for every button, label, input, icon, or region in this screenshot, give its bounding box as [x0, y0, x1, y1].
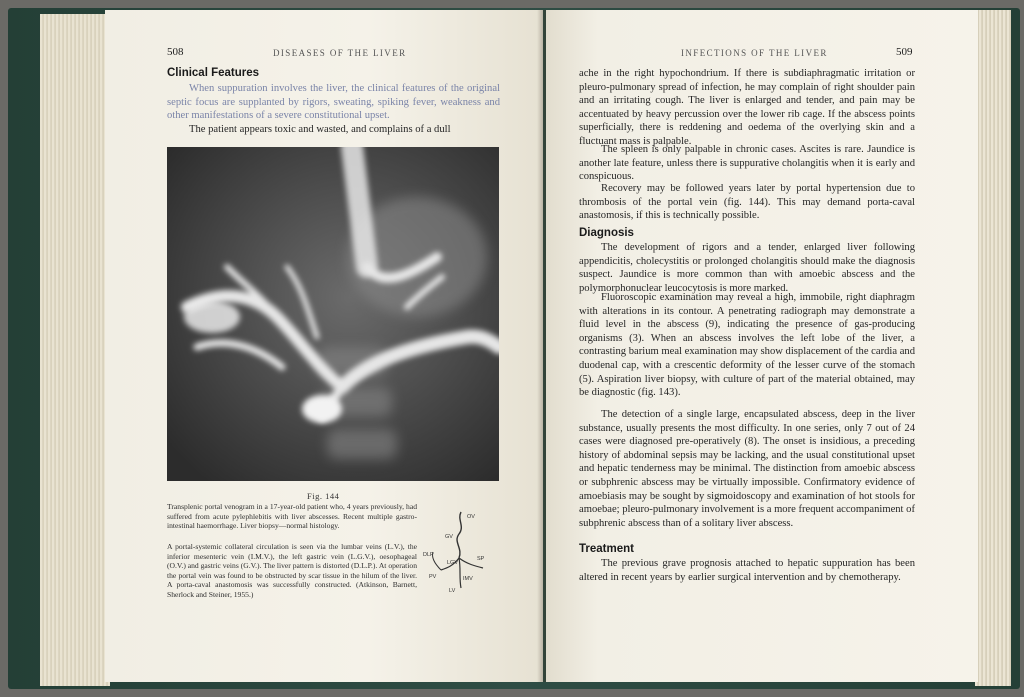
treatment-paragraph-1: The previous grave prognosis attached to hepatic suppuration has been altered in recent years by earlier surgical intervention and by chemotherapy. — [579, 558, 915, 583]
figure-caption-detail: A portal-systemic collateral circulation is seen via the lumbar veins (L.V.), the inferior mesenteric vein (I.M.V.), the left gastric vein (L.G.V.), oesophageal (O.V.) and gastric veins (G.V.). The liver pattern is distorted (D.L.P.). At operation the portal vein was found to be obstructed by scar tissue in the hilum of the liver. A porta-caval anastomosis was successfully constructed. (Atkinson, Barnett, Sherlock and Steiner, 1955.) — [167, 542, 417, 599]
diagram-label-lv: LV — [449, 588, 456, 594]
right-page-number: 509 — [896, 46, 913, 58]
page-edges-left — [40, 14, 110, 686]
left-running-head: DISEASES OF THE LIVER — [273, 48, 407, 58]
clinical-features-heading: Clinical Features — [167, 67, 260, 79]
left-page — [105, 10, 543, 682]
venogram-image — [167, 147, 499, 481]
diagram-label-lgv: LGV — [447, 560, 459, 566]
diagnosis-heading: Diagnosis — [579, 227, 634, 239]
diagram-label-dlp: DLP — [423, 552, 434, 558]
diagnosis-paragraph-1: The development of rigors and a tender, enlarged liver following appendicitis, cholecystitis or prolonged cholangitis should make the diagnosis suspect. Jaundice is more common than with amoebic abscess and the polymorphonuclear leucocytosis is more marked. — [579, 242, 915, 294]
page-edges-right — [975, 10, 1011, 686]
figure-caption-main: Transplenic portal venogram in a 17-year-old patient who, 4 years previously, had suffered from acute pylephlebitis with liver abscesses. Recent multiple gastro-intestinal haemorrhage. Liver biopsy—normal histology. — [167, 502, 417, 531]
right-continuation-3: Recovery may be followed years later by portal hypertension due to thrombosis of the portal vein (fig. 144). This may demand porta-caval anastomosis, if this is technically possible. — [579, 183, 915, 222]
left-paragraph-1: When suppuration involves the liver, the clinical features of the original septic focus are supplanted by rigors, sweating, spiking fever, weakness and other manifestations of a severe constitutional upset. — [167, 83, 500, 122]
diagram-label-imv: IMV — [463, 576, 473, 582]
diagram-label-sp: SP — [477, 556, 485, 562]
diagnosis-paragraph-3: The detection of a single large, encapsulated abscess, deep in the liver substance, usually presents the most difficulty. In one series, only 7 out of 24 cases were diagnosed pre-operatively (8). The onset is insidious, a preceding history of abdominal sepsis may be lacking, and the usual constitutional upset and hepatic tenderness may be minimal. The distinction from amoebic abscess or subphrenic abscess may be virtually impossible. Confirmatory evidence of amoebiasis may be sought by sigmoidoscopy and examination of hot stools for amoebae; pleuro-pulmonary involvement is a more frequent accompaniment of subphrenic abscess than of a solitary liver abscess. — [579, 409, 915, 529]
figure-label: Fig. 144 — [307, 491, 340, 501]
right-page — [546, 10, 978, 682]
diagram-label-gv: GV — [445, 534, 453, 540]
diagnosis-paragraph-2: Fluoroscopic examination may reveal a high, immobile, right diaphragm with alterations in its contour. A penetrating radiograph may demonstrate a fluid level in the abscess (9), indicating the presence of gas-producing organisms (3). When an abscess involves the left lobe of the liver, a contrasting barium meal examination may show displacement of the cardia and duodenal cap, with a crescentic deformity of the lesser curve of the stomach (5). Aspiration liver biopsy, with culture of part of the material obtained, may be diagnostic (fig. 143). — [579, 292, 915, 399]
treatment-heading: Treatment — [579, 543, 634, 555]
left-page-number: 508 — [167, 46, 184, 58]
diagram-label-pv: PV — [429, 574, 437, 580]
right-continuation-2: The spleen is only palpable in chronic cases. Ascites is rare. Jaundice is another late feature, unless there is suppurative cholangitis when it is early and conspicuous. — [579, 144, 915, 183]
diagram-label-ov: OV — [467, 514, 475, 520]
left-paragraph-2: The patient appears toxic and wasted, and complains of a dull — [189, 124, 451, 135]
venogram-key-diagram — [423, 508, 495, 594]
right-continuation-1: ache in the right hypochondrium. If there is subdiaphragmatic irritation or pleuro-pulmonary spread of infection, he may complain of right shoulder pain and an irritating cough. The liver is enlarged and tender, and pain may be accentuated by heavy percussion over the lower rib cage. If the abscess points superficially, there is reddening and oedema of the overlying skin and a fluctuant mass is palpable. — [579, 68, 915, 147]
right-running-head: INFECTIONS OF THE LIVER — [681, 48, 828, 58]
